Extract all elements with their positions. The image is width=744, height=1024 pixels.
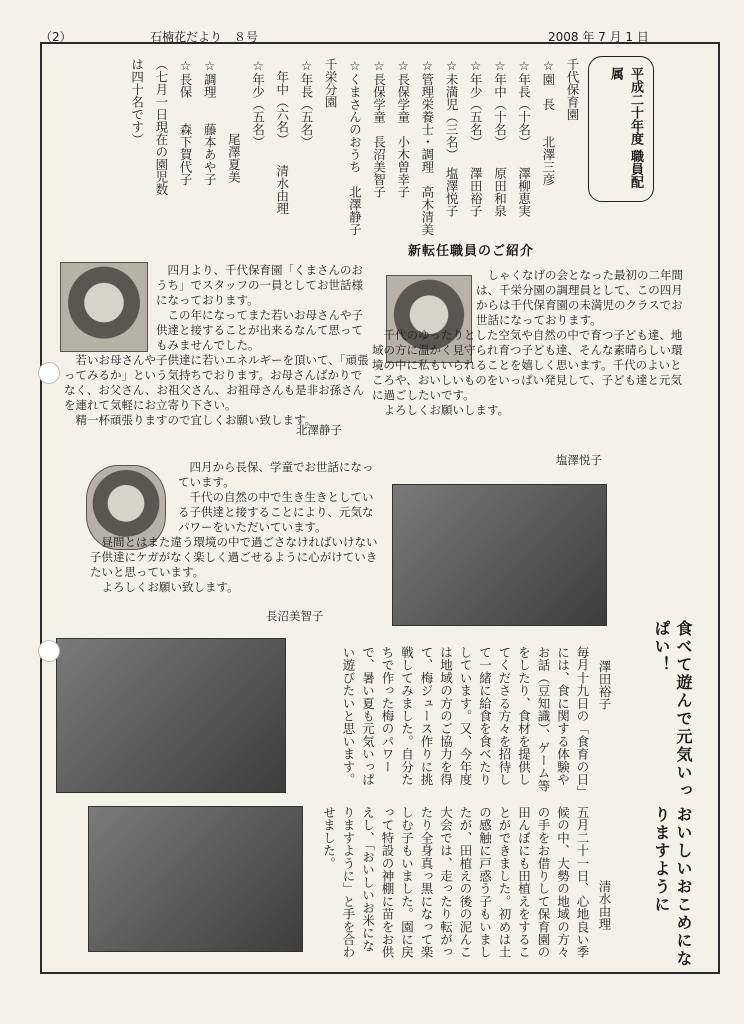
shiozawa-line-1: しゃくなげの会となった最初の二年間は、千栄分園の調理員として、この四月からは千代保育園の未満児のクラスでお世話になっております。 bbox=[476, 268, 683, 327]
naganuma-line-2: 千代の自然の中で生き生きとしている子供達と接することにより、元気なパワーをいただいています。 bbox=[178, 490, 374, 534]
staff-title-line-2: 職員配属 bbox=[608, 67, 643, 189]
kitazawa-line-3: 若いお母さんや子供達に若いエネルギーを頂いて、「頑張ってみるか」という気持ちでおります。お母さんばかりでなく、お父さん、お祖父さん、お祖母さんも是非お孫さんを連れて気軽にお立寄り下さい。 bbox=[64, 353, 369, 412]
shiozawa-line-2: 千代のゆったりとした空気や自然の中で育つ子ども達、地域の方に温かく見守られ育つ子ども達、そんな素晴らしい環境の中に私もいられることを嬉しく思います。千代のよいところや、おいしいものをいっぱい発見して、子ども達と元気に過ごしたいです。 bbox=[372, 328, 683, 402]
naganuma-signature: 長沼美智子 bbox=[266, 609, 324, 623]
intro-heading: 新転任職員のご紹介 bbox=[408, 244, 535, 259]
staff-column: ☆管理栄養士・調理 高木清美 bbox=[419, 58, 435, 236]
shimizu-author: 清水由理 bbox=[597, 880, 612, 930]
staff-column: ☆くまさんのおうち 北澤静子 bbox=[347, 58, 363, 236]
staff-column: ☆年長（十名） 澤柳恵実 bbox=[516, 58, 532, 217]
staff-title-box bbox=[588, 56, 654, 202]
staff-column: ☆年長（五名） bbox=[298, 58, 314, 148]
naganuma-line-1: 四月から長保、学童でお世話になっています。 bbox=[178, 460, 374, 489]
shiozawa-message bbox=[372, 268, 684, 418]
naganuma-line-3: 昼間とはまた違う環境の中で過ごさなければいけない子供達にケガがなく楽しく過ごせるように心がけていきたいと思っています。 bbox=[90, 535, 378, 579]
shiozawa-line-3: よろしくお願いします。 bbox=[372, 403, 510, 417]
naganuma-line-4: よろしくお願い致します。 bbox=[90, 580, 239, 594]
staff-column: ☆長保学童 長沼美智子 bbox=[371, 58, 387, 198]
staff-column: ☆園 長 北澤三彦 bbox=[540, 58, 556, 186]
shimizu-title: おいしいおこめになりますように bbox=[652, 806, 693, 968]
shimizu-text: 五月二十一日、心地良い季候の中、大勢の地域の方々の手をお借りして保育園の田んぼにも田植えをすることができました。初めは土の感触に戸惑う子もいましたが、田植えの後の泥んこ大会では、走ったり転がったり全身真っ黒になって楽しむ子もいました。園に戻って特設の神棚に苗をお供えし、「おいしいお米になりますように」と手を合わせました。 bbox=[321, 806, 590, 959]
staff-column: 尾澤夏美 bbox=[226, 58, 242, 183]
kitazawa-message bbox=[64, 263, 370, 428]
staff-column: は四十名です） bbox=[129, 58, 145, 146]
kitazawa-signature: 北澤静子 bbox=[296, 423, 342, 437]
staff-column: 年中（六名） 清水由理 bbox=[274, 58, 290, 215]
header-page-number: （2） bbox=[40, 30, 72, 44]
binder-hole-top bbox=[38, 362, 60, 384]
staff-column: 千代保育園 bbox=[565, 58, 580, 121]
header-newsletter-title: 石楠花だより ８号 bbox=[150, 30, 259, 44]
staff-column: ☆長保 森下賀代子 bbox=[178, 58, 193, 186]
staff-column: ☆長保学童 小木曽幸子 bbox=[395, 58, 411, 198]
shiozawa-signature: 塩澤悦子 bbox=[556, 453, 602, 467]
staff-column: ☆年少（五名） 澤田裕子 bbox=[468, 58, 484, 217]
sawada-author: 澤田裕子 bbox=[597, 660, 612, 710]
children-group-photo bbox=[392, 484, 607, 626]
header-date: 2008 年 7 月 1 日 bbox=[548, 30, 649, 44]
juice-making-photo bbox=[56, 638, 286, 793]
staff-list bbox=[70, 58, 580, 238]
kitazawa-line-4: 精一杯頑張りますので宜しくお願い致します。 bbox=[64, 413, 317, 427]
binder-hole-bottom bbox=[38, 640, 60, 662]
staff-column: ☆未満児（三名） 塩澤悦子 bbox=[444, 58, 460, 217]
kitazawa-line-1: 四月より、千代保育園「くまさんのおうち」でスタッフの一員としてお世話様になっております。 bbox=[156, 263, 363, 307]
kitazawa-line-2: この年になってまた若いお母さんや子供達と接することが出来るなんて思ってもみませんでした。 bbox=[156, 308, 363, 352]
staff-column: ☆年少（五名） bbox=[250, 58, 266, 148]
sawada-text: 毎月十九日の「食育の日」には、食に関する体験やお話（豆知識）、ゲーム等をしたり、食材を提供してくださる方々を招待して一緒に給食を食べたりしています。又、今年度は地域の方のご協力を得て、梅ジュース作りに挑戦してみました。自分たちで作った梅のパワーで、暑い夏も元気いっぱい遊びたいと思います。 bbox=[341, 646, 590, 793]
naganuma-message bbox=[90, 460, 378, 595]
staff-column: ☆年中（十名） 原田和泉 bbox=[492, 58, 508, 217]
staff-column: （七月一日現在の園児数 bbox=[153, 58, 169, 196]
rice-planting-photo bbox=[88, 806, 303, 952]
staff-title-line-1: 平成二十年度 bbox=[628, 67, 643, 145]
staff-column: 千栄分園 bbox=[323, 58, 339, 108]
sawada-title: 食べて遊んで元気いっぱい！ bbox=[652, 620, 693, 800]
staff-column: ☆調理 藤本あや子 bbox=[202, 58, 218, 186]
